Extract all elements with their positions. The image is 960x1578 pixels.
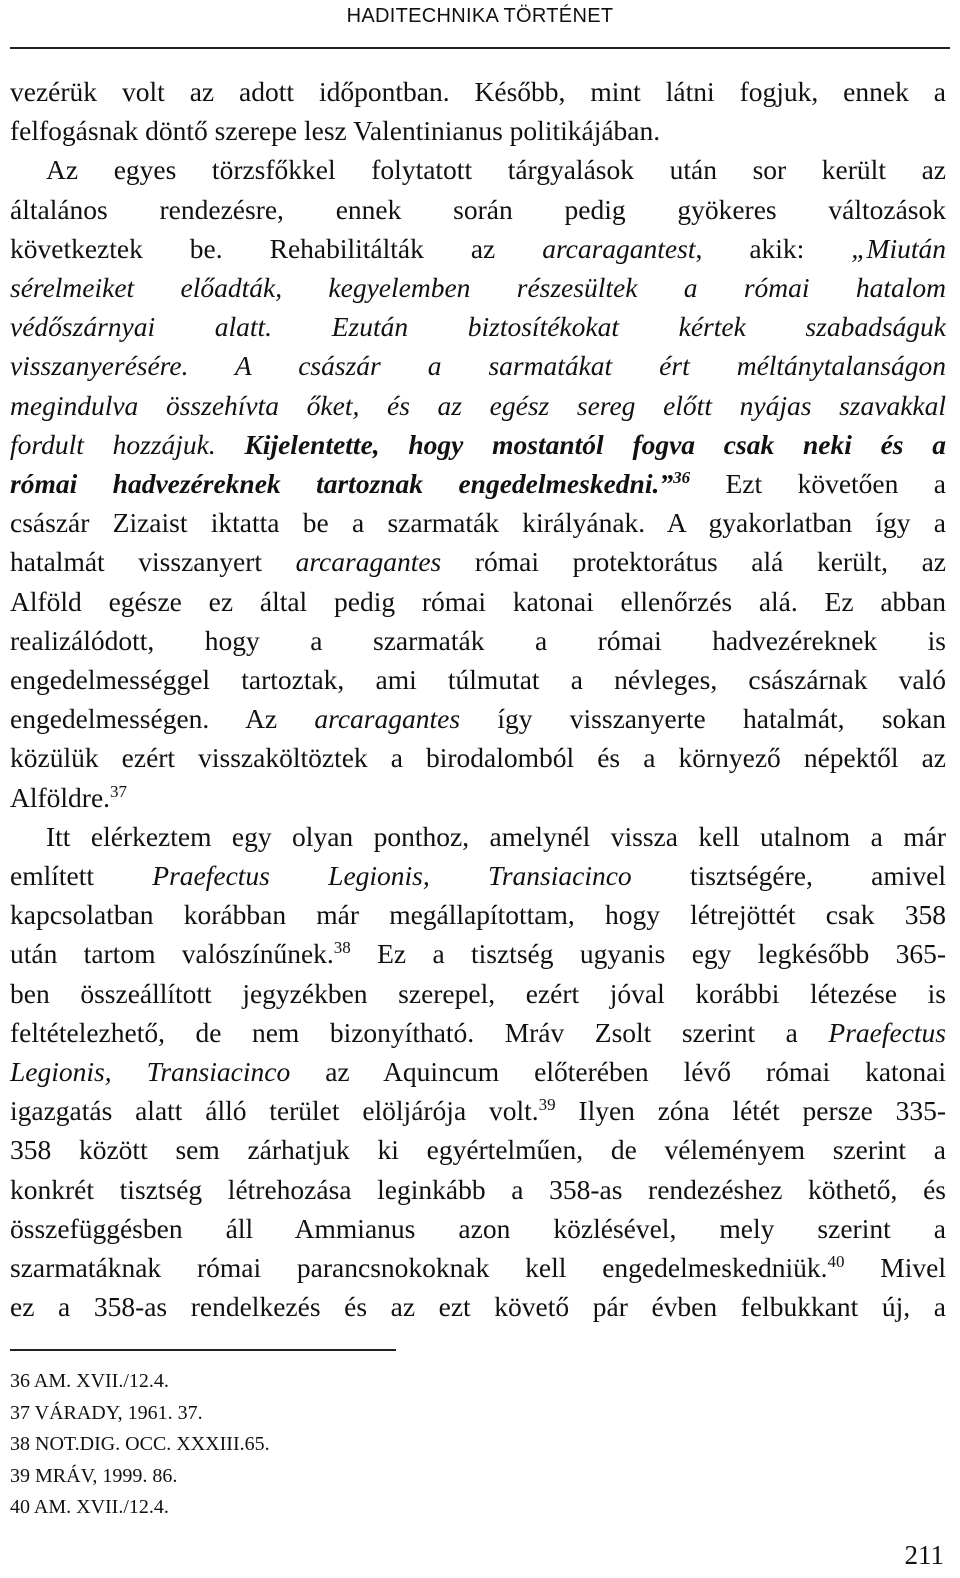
text-line: után tartom valószínűnek.$^{38}$ Ez a tisztség ugyanis egy legkésőbb 365- [10, 938, 946, 970]
text-line: felfogásnak döntő szerepe lesz Valentinianus politikájában. [10, 115, 661, 147]
text-line: megindulva összehívta őket, és az egész sereg előtt nyájas szavakkal [10, 389, 946, 421]
footnote: 39 MRÁV, 1999. 86. [10, 1464, 178, 1487]
text-line: engedelmességgel tartoztak, ami túlmutat a névleges, császárnak való [10, 664, 946, 696]
footnote: 38 NOT.DIG. OCC. XXXIII.65. [10, 1433, 270, 1455]
footnote-ref: 40 [827, 1251, 845, 1271]
text-line: ez a 358-as rendelkezés és az ezt követő pár évben felbukkant új, a [10, 1291, 946, 1323]
header-divider [10, 47, 950, 49]
footnote: 37 VÁRADY, 1961. 37. [10, 1401, 203, 1424]
footnote-ref: 39 [538, 1095, 556, 1115]
text-line: Alföld egésze ez által pedig római katonai ellenőrzés alá. Ez abban [10, 585, 946, 617]
footnote: 36 AM. XVII./12.4. [10, 1370, 169, 1392]
text-line: Az egyes törzsfőkkel folytatott tárgyalások után sor került az [46, 154, 946, 186]
text-line: általános rendezésre, ennek során pedig gyökeres változások [10, 193, 946, 225]
text-line: feltételezhető, de nem bizonyítható. Mráv Zsolt szerint a Praefectus [10, 1016, 946, 1048]
text-line: következtek be. Rehabilitálták az arcaragantest, akik: „Miután [10, 232, 946, 264]
text-line: vezérük volt az adott időpontban. Később, mint látni fogjuk, ennek a [10, 76, 946, 107]
text-line: összefüggésben áll Ammianus azon közlésével, mely szerint a [10, 1212, 946, 1244]
text-line: engedelmességen. Az arcaragantes így visszanyerte hatalmát, sokan [10, 703, 946, 735]
footnote-ref: 38 [333, 938, 351, 958]
footnote-divider [10, 1349, 396, 1351]
text-line: ben összeállított jegyzékben szerepel, ezért jóval korábbi létezése is [10, 977, 946, 1009]
text-line: védőszárnyai alatt. Ezután biztosítékokat kértek szabadságuk [10, 311, 946, 343]
text-line: közülük ezért visszaköltöztek a birodalomból és a környező népektől az [10, 742, 946, 774]
text-line: Legionis, Transiacinco az Aquincum előterében lévő római katonai [10, 1056, 947, 1088]
text-line: visszanyerésére. A császár a sarmatákat ért méltánytalanságon [10, 350, 946, 382]
text-line: sérelmeiket előadták, kegyelemben részesültek a római hatalom [10, 272, 946, 304]
page-number: 211 [904, 1540, 944, 1570]
main-text [10, 72, 946, 1327]
text-line: szarmatáknak római parancsnokoknak kell engedelmeskedniük.$^{40}$ Mivel [10, 1251, 946, 1284]
text-line: Alföldre.$^{37}$ [10, 781, 128, 813]
text-line: fordult hozzájuk. Kijelentette, hogy mostantól fogva csak neki és a [10, 428, 946, 460]
text-line: kapcsolatban korábban már megállapítottam, hogy létrejöttét csak 358 [10, 899, 946, 931]
footnote-ref: 37 [110, 781, 128, 801]
text-line: konkrét tisztség létrehozása leginkább a 358-as rendezéshez köthető, és [10, 1173, 946, 1205]
text-line: igazgatás alatt álló terület elöljárója volt.$^{39}$ Ilyen zóna létét persze 335- [10, 1095, 946, 1127]
text-line: hatalmát visszanyert arcaragantes római protektorátus alá került, az [10, 546, 947, 578]
running-header: HADITECHNIKA TÖRTÉNET [346, 5, 614, 27]
footnotes [10, 1366, 610, 1524]
text-line: említett Praefectus Legionis, Transiacinco tisztségére, amivel [10, 860, 946, 892]
footnote: 40 AM. XVII./12.4. [10, 1496, 169, 1518]
text-line: római hadvezéreknek tartoznak engedelmeskedni.”$^{36}$ Ezt követően a [10, 467, 946, 500]
text-line: császár Zizaist iktatta be a szarmaták királyának. A gyakorlatban így a [10, 507, 946, 539]
text-line: Itt elérkeztem egy olyan ponthoz, amelynél vissza kell utalnom a már [46, 820, 946, 852]
text-line: realizálódott, hogy a szarmaták a római hadvezéreknek is [10, 624, 946, 656]
footnote-ref: 36 [673, 467, 691, 487]
text-line: 358 között sem zárhatjuk ki egyértelműen, de véleményem szerint a [10, 1134, 946, 1166]
